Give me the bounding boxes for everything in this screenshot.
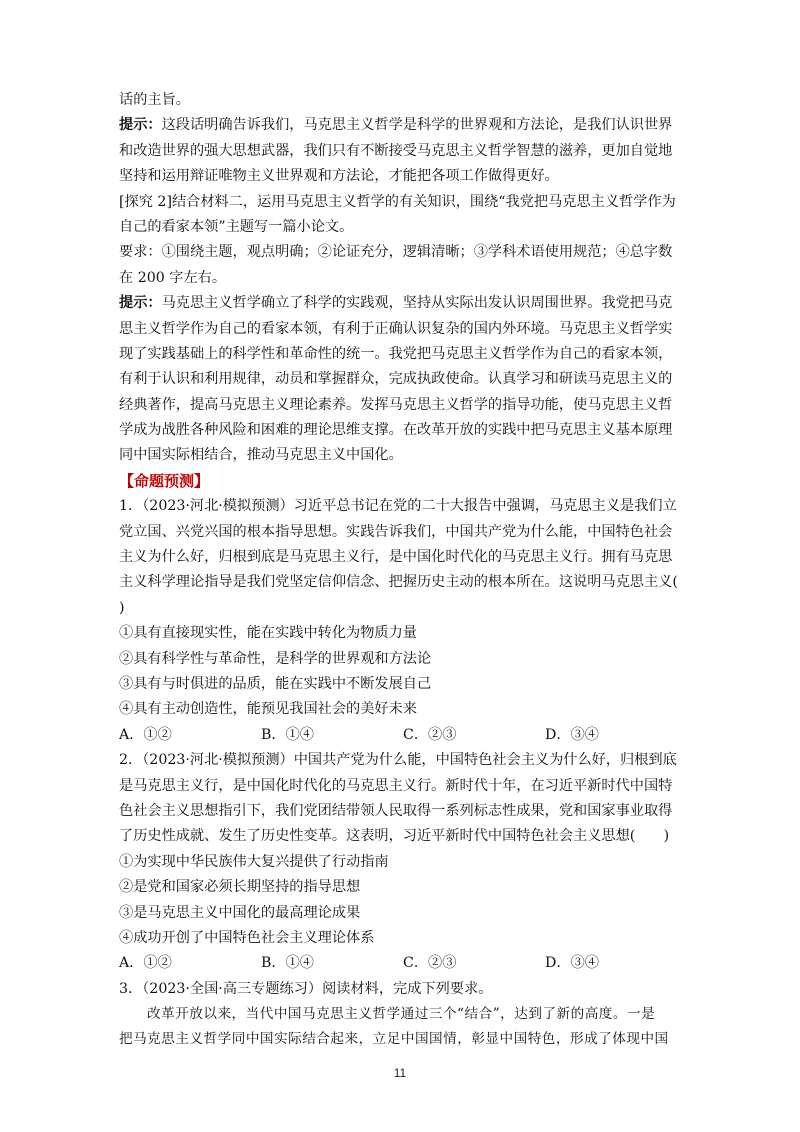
text-line: 在 200 字左右。 [119, 269, 227, 286]
document-page [119, 88, 687, 1053]
section-heading: 【命题预测】 [119, 471, 210, 490]
text-line: 有利于认识和利用规律，动员和掌握群众，完成执政使命。认真学习和研读马克思主义的 [119, 371, 673, 388]
statement-2: ②具有科学性与革命性，是科学的世界观和方法论 [119, 650, 432, 667]
statement-4: ④成功开创了中国特色社会主义理论体系 [119, 929, 375, 946]
option-a[interactable]: A．①② [119, 955, 172, 972]
explore-heading: [探究 2]结合材料二，运用马克思主义哲学的有关知识，围绕“我党把马克思主义哲学作为 [119, 193, 676, 210]
text-line: 党立国、兴党兴国的根本指导思想。实践告诉我们，中国共产党为什么能，中国特色社会 [119, 523, 673, 540]
statement-4: ④具有主动创造性，能预见我国社会的美好未来 [119, 701, 417, 718]
text-line: 了历史性成就、发生了历史性变革。这表明，习近平新时代中国特色社会主义思想( ) [119, 828, 670, 845]
text-line: 现了实践基础上的科学性和革命性的统一。我党把马克思主义哲学作为自己的看家本领， [119, 345, 673, 362]
hint-paragraph-line [119, 291, 687, 316]
hint-label: 提示： [119, 295, 162, 312]
answer-options [119, 951, 687, 976]
text-line: 主义为什么好，归根到底是马克思主义行，是中国化时代化的马克思主义行。拥有马克思 [119, 549, 673, 566]
text-line: 是马克思主义行，是中国化时代化的马克思主义行。新时代十年，在习近平新时代中国特 [119, 777, 673, 794]
option-d[interactable]: D．③④ [545, 955, 599, 972]
text-line: 坚持和运用辩证唯物主义世界观和方法论，才能把各项工作做得更好。 [119, 168, 559, 185]
text-line: ) [119, 599, 125, 616]
hint-text: 这段话明确告诉我们，马克思主义哲学是科学的世界观和方法论，是我们认识世界 [161, 117, 673, 134]
statement-1: ①为实现中华民族伟大复兴提供了行动指南 [119, 853, 389, 870]
option-c[interactable]: C．②③ [403, 726, 457, 743]
question-2-stem: 2．（2023·河北·模拟预测）中国共产党为什么能，中国特色社会主义为什么好，归根到底 [119, 752, 677, 769]
page-number: 11 [393, 1066, 407, 1080]
option-a[interactable]: A．①② [119, 726, 172, 743]
text-line: 同中国实际相结合，推动马克思主义中国化。 [119, 447, 403, 464]
option-c[interactable]: C．②③ [403, 955, 457, 972]
option-b[interactable]: B．①④ [261, 726, 314, 743]
text-line: 色社会主义思想指引下，我们党团结带领人民取得一系列标志性成果，党和国家事业取得 [119, 802, 673, 819]
answer-options [119, 723, 687, 748]
statement-2: ②是党和国家必须长期坚持的指导思想 [119, 879, 361, 896]
hint-label: 提示： [119, 117, 162, 134]
material-text: 把马克思主义哲学同中国实际结合起来，立足中国国情，彰显中国特色，形成了体现中国 [119, 1031, 669, 1048]
text-line: 自己的看家本领”主题写一篇小论文。 [119, 218, 354, 235]
question-3-stem: 3．（2023·全国·高三专题练习）阅读材料，完成下列要求。 [119, 980, 493, 997]
text-line: 主义科学理论指导是我们党坚定信仰信念、把握历史主动的根本所在。这说明马克思主义( [119, 574, 678, 591]
requirements-line: 要求：①围绕主题，观点明确；②论证充分，逻辑清晰；③学科术语使用规范；④总字数 [119, 244, 673, 261]
text-line: 学成为战胜各种风险和困难的理论思维支撑。在改革开放的实践中把马克思主义基本原理 [119, 422, 673, 439]
hint-text: 马克思主义哲学确立了科学的实践观，坚持从实际出发认识周围世界。我党把马克 [161, 295, 673, 312]
question-1-stem: 1．（2023·河北·模拟预测）习近平总书记在党的二十大报告中强调，马克思主义是我们立 [119, 498, 677, 515]
hint-paragraph-line [119, 113, 687, 138]
option-d[interactable]: D．③④ [545, 726, 599, 743]
text-line: 思主义哲学作为自己的看家本领，有利于正确认识复杂的国内外环境。马克思主义哲学实 [119, 320, 673, 337]
statement-3: ③具有与时俱进的品质，能在实践中不断发展自己 [119, 675, 432, 692]
option-b[interactable]: B．①④ [261, 955, 314, 972]
text-line: 话的主旨。 [119, 92, 190, 108]
statement-1: ①具有直接现实性，能在实践中转化为物质力量 [119, 625, 417, 642]
text-line: 和改造世界的强大思想武器，我们只有不断接受马克思主义哲学智慧的滋养，更加自觉地 [119, 142, 673, 159]
text-line: 经典著作，提高马克思主义理论素养。发挥马克思主义哲学的指导功能，使马克思主义哲 [119, 396, 673, 413]
material-text: 改革开放以来，当代中国马克思主义哲学通过三个“结合”，达到了新的高度。一是 [147, 1006, 656, 1023]
statement-3: ③是马克思主义中国化的最高理论成果 [119, 904, 361, 921]
